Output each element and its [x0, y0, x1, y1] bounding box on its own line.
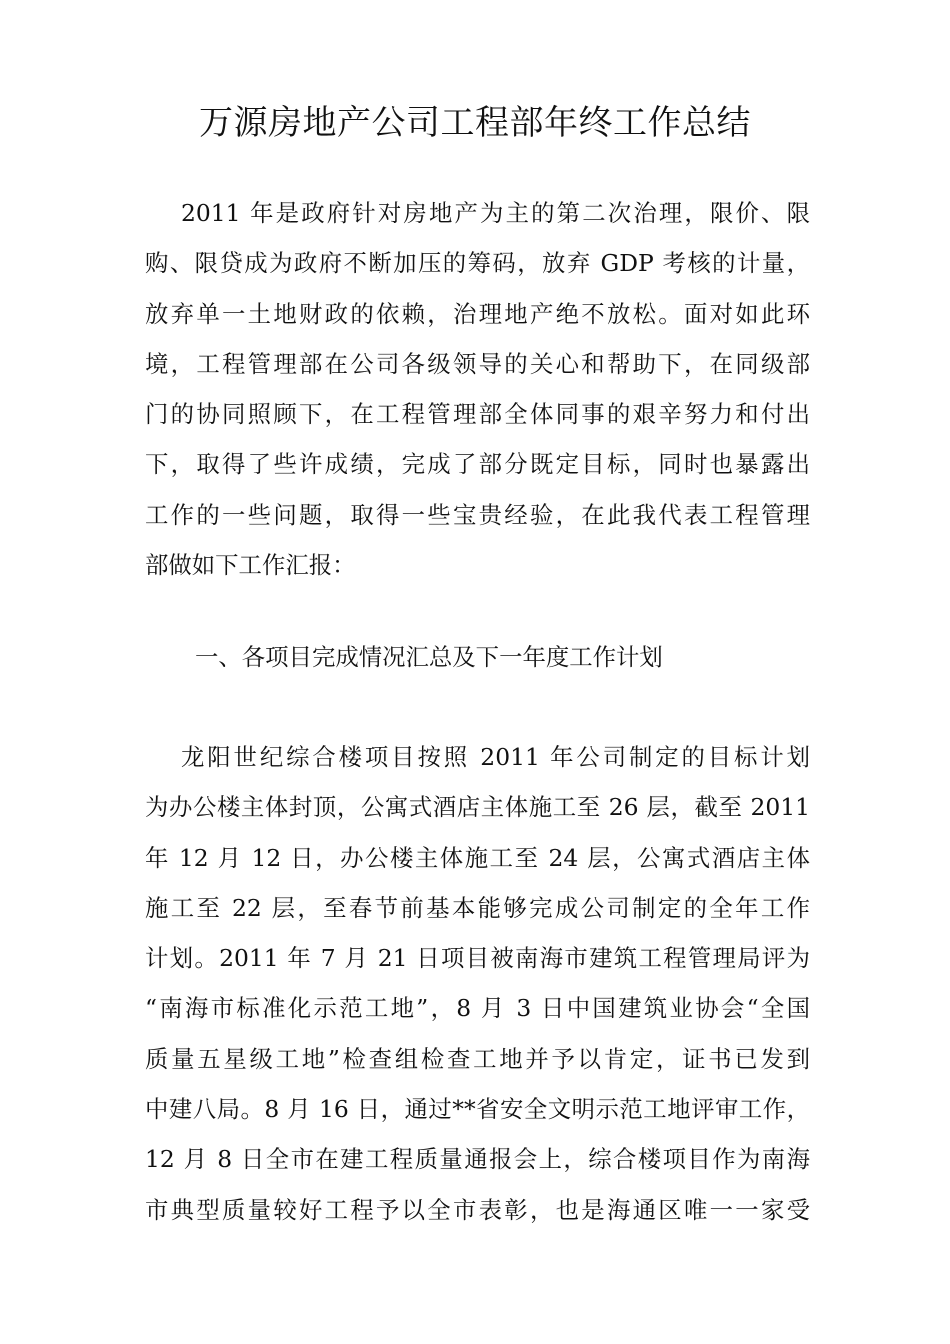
- body-line: 中建八局。8 月 16 日，通过**省安全文明示范工地评审工作，: [145, 1095, 810, 1124]
- intro-line: 工作的一些问题，取得一些宝贵经验，在此我代表工程管理: [145, 500, 810, 529]
- intro-paragraph: [145, 188, 810, 590]
- section-heading: 一、各项目完成情况汇总及下一年度工作计划: [195, 643, 663, 671]
- body-paragraph: [145, 732, 810, 1235]
- intro-line: 购、限贷成为政府不断加压的筹码，放弃 GDP 考核的计量，: [145, 249, 810, 278]
- body-line: 年 12 月 12 日，办公楼主体施工至 24 层，公寓式酒店主体: [145, 843, 810, 872]
- intro-line: 门的协同照顾下，在工程管理部全体同事的艰辛努力和付出: [145, 400, 810, 429]
- body-line: 龙阳世纪综合楼项目按照 2011 年公司制定的目标计划: [181, 743, 810, 771]
- body-line: 计划。2011 年 7 月 21 日项目被南海市建筑工程管理局评为: [145, 944, 810, 973]
- body-line: 12 月 8 日全市在建工程质量通报会上，综合楼项目作为南海: [145, 1145, 810, 1174]
- body-line: “南海市标准化示范工地”，8 月 3 日中国建筑业协会“全国: [145, 994, 810, 1023]
- intro-line: 下，取得了些许成绩，完成了部分既定目标，同时也暴露出: [145, 450, 810, 479]
- intro-line: 部做如下工作汇报：: [145, 551, 356, 580]
- document-title: 万源房地产公司工程部年终工作总结: [199, 103, 751, 143]
- intro-line: 放弃单一土地财政的依赖，治理地产绝不放松。面对如此环: [145, 299, 810, 328]
- body-line: 为办公楼主体封顶，公寓式酒店主体施工至 26 层，截至 2011: [145, 793, 810, 822]
- intro-line: 境，工程管理部在公司各级领导的关心和帮助下，在同级部: [145, 349, 810, 378]
- body-line: 质量五星级工地”检查组检查工地并予以肯定，证书已发到: [145, 1044, 810, 1073]
- body-line: 市典型质量较好工程予以全市表彰，也是海通区唯一一家受: [145, 1195, 810, 1224]
- intro-line: 2011 年是政府针对房地产为主的第二次治理，限价、限: [181, 199, 810, 227]
- body-line: 施工至 22 层，至春节前基本能够完成公司制定的全年工作: [145, 893, 810, 922]
